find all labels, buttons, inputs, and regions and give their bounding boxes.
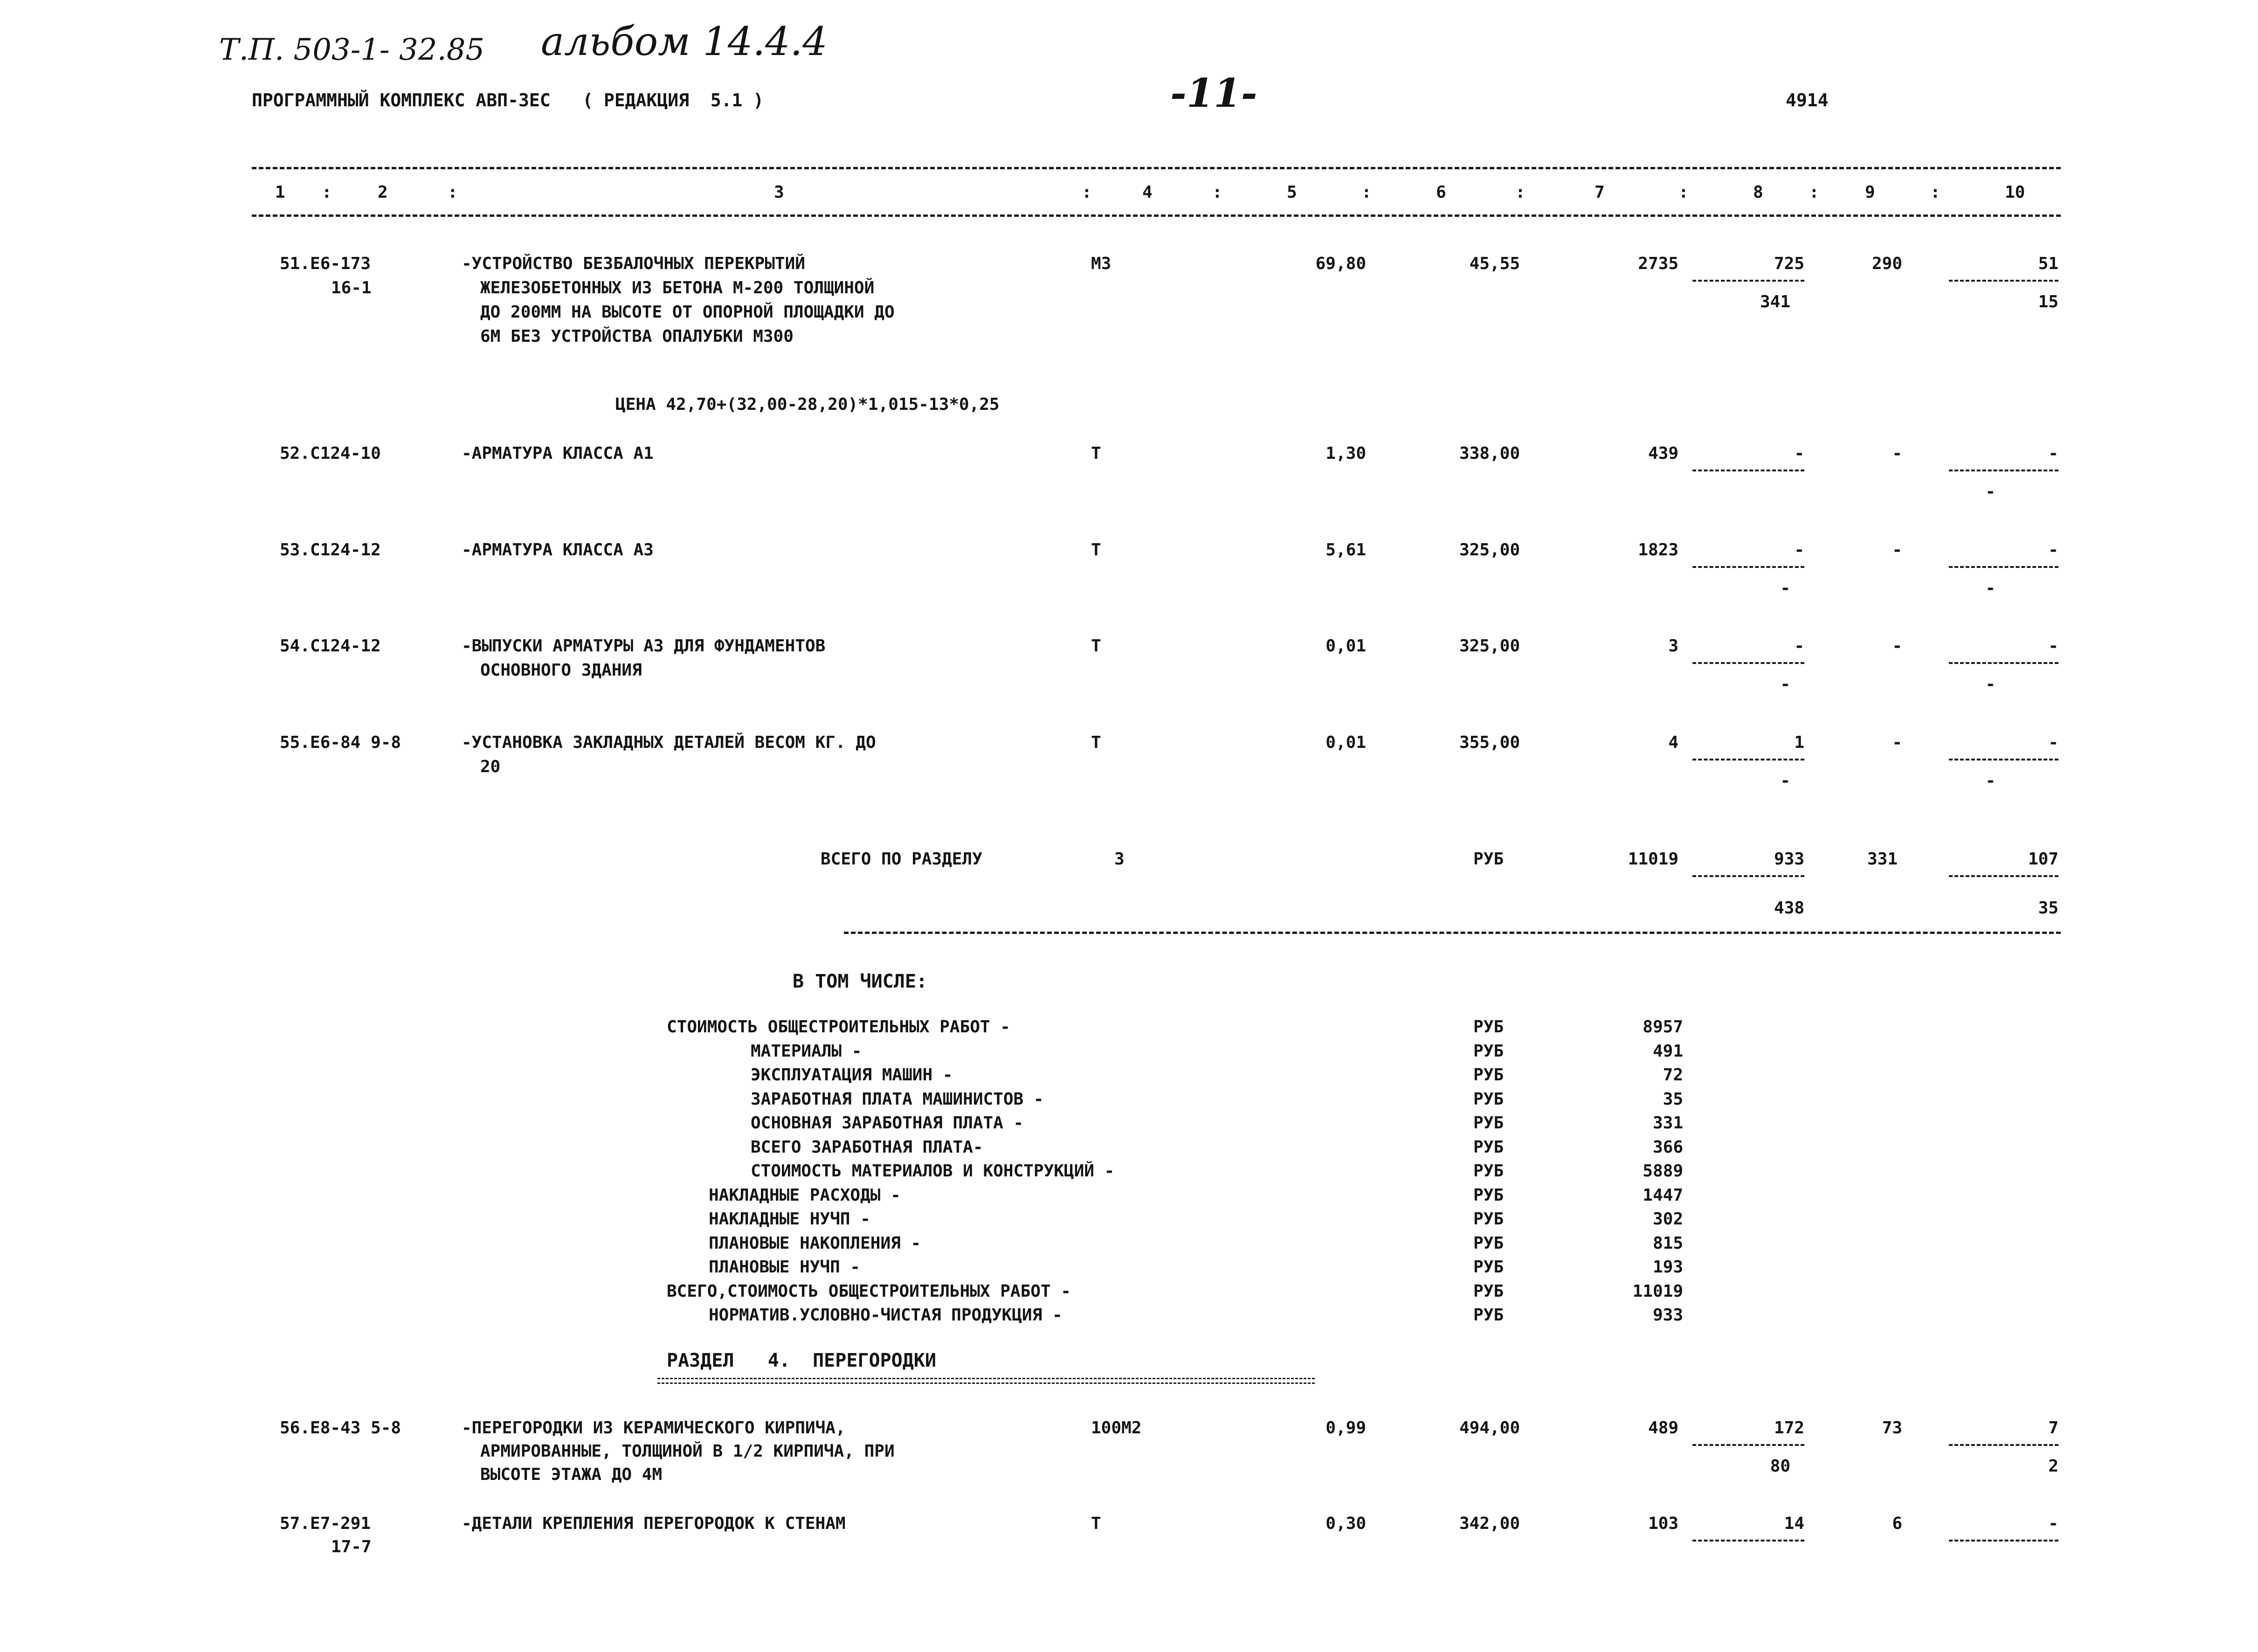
row-col10: - <box>2048 636 2058 656</box>
section4-underline <box>657 1378 1315 1379</box>
breakdown-value: 815 <box>1652 1233 1683 1253</box>
breakdown-unit: РУБ <box>1473 1161 1504 1181</box>
row-col10: 7 <box>2048 1418 2058 1438</box>
row-total: 103 <box>1648 1514 1678 1533</box>
column-separator: : <box>1930 183 1940 202</box>
breakdown-label: НАКЛАДНЫЕ РАСХОДЫ - <box>709 1185 901 1205</box>
row-description: АРМИРОВАННЫЕ, ТОЛЩИНОЙ В 1/2 КИРПИЧА, ПРИ <box>480 1442 895 1461</box>
row-unit-price: 355,00 <box>1459 733 1520 752</box>
row-description: 6М БЕЗ УСТРОЙСТВА ОПАЛУБКИ М300 <box>480 327 794 346</box>
row-col9: - <box>1892 636 1902 656</box>
column-separator: : <box>1515 183 1526 202</box>
breakdown-value: 11019 <box>1632 1281 1683 1301</box>
row-col8: - <box>1794 540 1804 560</box>
row-quantity: 0,30 <box>1326 1514 1366 1533</box>
col10-rule <box>1949 662 2058 664</box>
section-total-col8-sub: 438 <box>1774 899 1804 918</box>
breakdown-unit: РУБ <box>1473 1306 1504 1325</box>
row-unit-price: 325,00 <box>1459 636 1520 656</box>
column-separator: : <box>1212 183 1222 202</box>
breakdown-value: 366 <box>1652 1137 1683 1157</box>
column-separator: : <box>1082 183 1092 202</box>
row-number: 57.Е7-291 <box>280 1514 371 1533</box>
row-number: 51.Е6-173 <box>280 254 371 273</box>
row-col8: 172 <box>1774 1418 1804 1438</box>
breakdown-value: 331 <box>1652 1113 1683 1133</box>
row-col9: 6 <box>1892 1514 1902 1533</box>
section-total-value: 11019 <box>1628 850 1678 869</box>
row-quantity: 69,80 <box>1315 254 1366 273</box>
breakdown-label: СТОИМОСТЬ МАТЕРИАЛОВ И КОНСТРУКЦИЙ - <box>751 1161 1115 1181</box>
breakdown-value: 933 <box>1652 1306 1683 1325</box>
breakdown-value: 72 <box>1663 1065 1683 1085</box>
row-description: ВЫСОТЕ ЭТАЖА ДО 4М <box>480 1465 663 1484</box>
row-col8-sub: - <box>1780 771 1790 790</box>
breakdown-label: НОРМАТИВ.УСЛОВНО-ЧИСТАЯ ПРОДУКЦИЯ - <box>709 1306 1063 1325</box>
row-unit-price: 45,55 <box>1469 254 1520 273</box>
row-col10: - <box>2048 1514 2058 1533</box>
breakdown-unit: РУБ <box>1473 1017 1504 1037</box>
col8-rule <box>1692 566 1804 568</box>
column-header-1: 1 <box>275 183 285 202</box>
row-col10: 51 <box>2038 254 2058 273</box>
section4-title: РАЗДЕЛ 4. ПЕРЕГОРОДКИ <box>667 1350 936 1371</box>
section-total-unit: РУБ <box>1473 850 1504 869</box>
row-unit: Т <box>1091 540 1101 560</box>
row-col10-sub: - <box>1985 579 1996 598</box>
column-header-9: 9 <box>1865 183 1875 202</box>
col8-rule <box>1692 470 1804 471</box>
row-unit: Т <box>1091 636 1101 656</box>
column-header-4: 4 <box>1142 183 1153 202</box>
table-top-rule <box>252 167 2061 169</box>
row-total: 489 <box>1648 1418 1678 1438</box>
col10-rule <box>1949 759 2058 760</box>
album-label: альбом 14.4.4 <box>541 19 828 64</box>
row-col8: 1 <box>1794 733 1804 752</box>
row-number: 53.С124-12 <box>280 540 381 560</box>
column-header-2: 2 <box>378 183 388 202</box>
row-col9: 73 <box>1882 1418 1902 1438</box>
row-col10-sub: 15 <box>2038 292 2058 311</box>
row-description: -ДЕТАЛИ КРЕПЛЕНИЯ ПЕРЕГОРОДОК К СТЕНАМ <box>462 1514 846 1533</box>
column-separator: : <box>1678 183 1689 202</box>
column-separator: : <box>1361 183 1372 202</box>
breakdown-value: 1447 <box>1643 1185 1683 1205</box>
breakdown-unit: РУБ <box>1473 1065 1504 1085</box>
row-total: 2735 <box>1638 254 1678 273</box>
col10-rule <box>1949 280 2058 282</box>
column-header-5: 5 <box>1287 183 1297 202</box>
row-total: 3 <box>1668 636 1678 656</box>
program-title: ПРОГРАММНЫЙ КОМПЛЕКС АВП-ЗЕС ( РЕДАКЦИЯ 5.1 ) <box>252 90 764 111</box>
breakdown-value: 193 <box>1652 1258 1683 1277</box>
row-description: ДО 200ММ НА ВЫСОТЕ ОТ ОПОРНОЙ ПЛОЩАДКИ ДО <box>480 303 895 322</box>
row-unit: 100М2 <box>1091 1418 1142 1438</box>
row-total: 4 <box>1668 733 1678 752</box>
row-col9: 290 <box>1871 254 1902 273</box>
row-col8-sub: - <box>1780 579 1790 598</box>
breakdown-label: ОСНОВНАЯ ЗАРАБОТНАЯ ПЛАТА - <box>751 1113 1024 1133</box>
breakdown-label: МАТЕРИАЛЫ - <box>751 1041 862 1061</box>
row-number-sub: 17-7 <box>331 1537 372 1556</box>
row-col8-sub: 341 <box>1760 292 1790 311</box>
row-col9: - <box>1892 444 1902 463</box>
row-number: 55.Е6-84 9-8 <box>280 733 401 752</box>
breakdown-unit: РУБ <box>1473 1185 1504 1205</box>
row-quantity: 0,01 <box>1326 733 1366 752</box>
column-separator: : <box>1809 183 1819 202</box>
breakdown-label: ЭКСПЛУАТАЦИЯ МАШИН - <box>751 1065 953 1085</box>
row-total: 1823 <box>1638 540 1678 560</box>
column-header-7: 7 <box>1595 183 1605 202</box>
col8-rule <box>1692 1540 1804 1541</box>
row-col8-sub: - <box>1780 675 1790 694</box>
column-header-6: 6 <box>1436 183 1446 202</box>
breakdown-value: 302 <box>1652 1210 1683 1229</box>
col10-rule <box>1949 875 2058 877</box>
section-total-col10-sub: 35 <box>2038 899 2058 918</box>
breakdown-unit: РУБ <box>1473 1137 1504 1157</box>
row-col8: - <box>1794 444 1804 463</box>
row-unit-price: 494,00 <box>1459 1418 1520 1438</box>
row-unit-price: 325,00 <box>1459 540 1520 560</box>
breakdown-unit: РУБ <box>1473 1233 1504 1253</box>
breakdown-value: 8957 <box>1643 1017 1683 1037</box>
row-quantity: 0,99 <box>1326 1418 1366 1438</box>
row-col10: - <box>2048 444 2058 463</box>
row-col10-sub: - <box>1985 675 1996 694</box>
row-col10: - <box>2048 540 2058 560</box>
row-description: -УСТАНОВКА ЗАКЛАДНЫХ ДЕТАЛЕЙ ВЕСОМ КГ. ДО <box>462 733 876 752</box>
row-col10-sub: - <box>1985 771 1996 790</box>
column-header-3: 3 <box>774 183 784 202</box>
breakdown-unit: РУБ <box>1473 1041 1504 1061</box>
row-description: 20 <box>480 757 501 776</box>
row-number: 56.Е8-43 5-8 <box>280 1418 401 1438</box>
col10-rule <box>1949 566 2058 568</box>
section-total-col9: 331 <box>1867 850 1898 869</box>
row-number: 54.С124-12 <box>280 636 381 656</box>
breakdown-unit: РУБ <box>1473 1113 1504 1133</box>
column-separator: : <box>448 183 458 202</box>
row-col10: - <box>2048 733 2058 752</box>
price-formula: ЦЕНА 42,70+(32,00-28,20)*1,015-13*0,25 <box>615 395 1000 414</box>
row-description: -ПЕРЕГОРОДКИ ИЗ КЕРАМИЧЕСКОГО КИРПИЧА, <box>462 1418 846 1438</box>
section-total-rule <box>844 932 2061 934</box>
section-total-col10: 107 <box>2028 850 2058 869</box>
breakdown-label: ПЛАНОВЫЕ НАКОПЛЕНИЯ - <box>709 1233 921 1253</box>
section-total-label: ВСЕГО ПО РАЗДЕЛУ <box>821 850 982 869</box>
row-number-sub: 16-1 <box>331 278 372 297</box>
row-description: ЖЕЛЕЗОБЕТОННЫХ ИЗ БЕТОНА М-200 ТОЛЩИНОЙ <box>480 278 875 297</box>
col8-rule <box>1692 875 1804 877</box>
table-header-rule <box>252 214 2061 217</box>
row-unit: Т <box>1091 444 1101 463</box>
breakdown-label: НАКЛАДНЫЕ НУЧП - <box>709 1210 870 1229</box>
breakdown-unit: РУБ <box>1473 1089 1504 1109</box>
col8-rule <box>1692 759 1804 760</box>
row-quantity: 1,30 <box>1326 444 1366 463</box>
breakdown-label: ЗАРАБОТНАЯ ПЛАТА МАШИНИСТОВ - <box>751 1089 1044 1109</box>
section-total-col8: 933 <box>1774 850 1804 869</box>
row-col8-sub: 80 <box>1770 1457 1790 1476</box>
sheet-code: 4914 <box>1786 90 1829 111</box>
row-number: 52.С124-10 <box>280 444 381 463</box>
project-stamp: Т.П. 503-1- 32.85 <box>219 33 485 67</box>
row-quantity: 0,01 <box>1326 636 1366 656</box>
including-label: В ТОМ ЧИСЛЕ: <box>793 971 927 992</box>
row-description: ОСНОВНОГО ЗДАНИЯ <box>480 661 642 680</box>
breakdown-label: ВСЕГО ЗАРАБОТНАЯ ПЛАТА- <box>751 1137 983 1157</box>
column-header-10: 10 <box>2005 183 2025 202</box>
col10-rule <box>1949 470 2058 471</box>
row-description: -ВЫПУСКИ АРМАТУРЫ А3 ДЛЯ ФУНДАМЕНТОВ <box>462 636 826 656</box>
row-quantity: 5,61 <box>1326 540 1366 560</box>
row-total: 439 <box>1648 444 1678 463</box>
breakdown-value: 491 <box>1652 1041 1683 1061</box>
breakdown-value: 5889 <box>1643 1161 1683 1181</box>
row-col8: 725 <box>1774 254 1804 273</box>
breakdown-value: 35 <box>1663 1089 1683 1109</box>
col8-rule <box>1692 1444 1804 1446</box>
row-col10-sub: - <box>1985 482 1996 501</box>
col8-rule <box>1692 662 1804 664</box>
column-separator: : <box>322 183 332 202</box>
breakdown-label: ВСЕГО,СТОИМОСТЬ ОБЩЕСТРОИТЕЛЬНЫХ РАБОТ - <box>667 1281 1071 1301</box>
row-description: -АРМАТУРА КЛАССА А3 <box>462 540 654 560</box>
section4-underline-2 <box>657 1382 1315 1384</box>
section-total-number: 3 <box>1114 850 1125 869</box>
breakdown-unit: РУБ <box>1473 1210 1504 1229</box>
row-unit-price: 342,00 <box>1459 1514 1520 1533</box>
row-unit: Т <box>1091 1514 1101 1533</box>
page-number: -11- <box>1170 70 1257 116</box>
breakdown-unit: РУБ <box>1473 1281 1504 1301</box>
row-col9: - <box>1892 540 1902 560</box>
row-unit: Т <box>1091 733 1101 752</box>
row-unit: М3 <box>1091 254 1112 273</box>
col10-rule <box>1949 1444 2058 1446</box>
breakdown-unit: РУБ <box>1473 1258 1504 1277</box>
breakdown-label: ПЛАНОВЫЕ НУЧП - <box>709 1258 861 1277</box>
row-col10-sub: 2 <box>2048 1457 2058 1476</box>
col10-rule <box>1949 1540 2058 1541</box>
col8-rule <box>1692 280 1804 282</box>
row-description: -АРМАТУРА КЛАССА А1 <box>462 444 654 463</box>
row-col8: 14 <box>1784 1514 1804 1533</box>
row-description: -УСТРОЙСТВО БЕЗБАЛОЧНЫХ ПЕРЕКРЫТИЙ <box>462 254 805 273</box>
row-col9: - <box>1892 733 1902 752</box>
row-unit-price: 338,00 <box>1459 444 1520 463</box>
breakdown-label: СТОИМОСТЬ ОБЩЕСТРОИТЕЛЬНЫХ РАБОТ - <box>667 1017 1010 1037</box>
column-header-8: 8 <box>1753 183 1763 202</box>
row-col8: - <box>1794 636 1804 656</box>
